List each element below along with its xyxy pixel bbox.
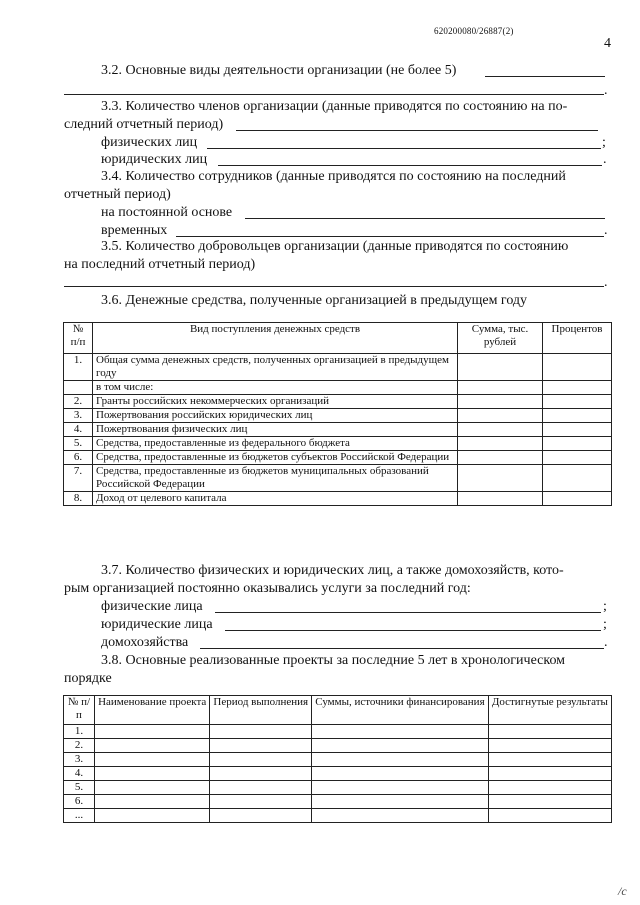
col-header-kind: Вид поступления денежных средств: [93, 323, 458, 354]
section-3-7-label: 3.7. Количество физических и юридических лиц, а также домохозяйств, кото-: [101, 563, 564, 578]
section-3-3-label: 3.3. Количество членов организации (данные приводятся по состоянию на по-: [101, 99, 568, 114]
col-header-name: Наименование проекта: [95, 696, 210, 725]
individuals-field[interactable]: [207, 136, 601, 149]
project-sums-cell[interactable]: [312, 767, 489, 781]
row-percent-cell[interactable]: [543, 451, 612, 465]
table-row: [64, 781, 612, 795]
project-sums-cell[interactable]: [312, 795, 489, 809]
table-row: [64, 437, 612, 451]
row-percent-cell[interactable]: [543, 465, 612, 492]
individuals-label: физических лиц: [101, 135, 198, 150]
legal-persons-label: юридические лица: [101, 617, 213, 632]
table-row: [64, 492, 612, 506]
project-sums-cell[interactable]: [312, 809, 489, 823]
row-percent-cell[interactable]: [543, 423, 612, 437]
row-sum-cell[interactable]: [458, 354, 543, 381]
section-3-4-label: 3.4. Количество сотрудников (данные приводятся по состоянию на последний: [101, 169, 566, 184]
project-results-cell[interactable]: [488, 795, 611, 809]
project-sums-cell[interactable]: [312, 753, 489, 767]
project-name-cell[interactable]: [95, 781, 210, 795]
row-number: 6.: [64, 451, 93, 465]
section-3-6-label: 3.6. Денежные средства, полученные организацией в предыдущем году: [101, 293, 528, 308]
project-name-cell[interactable]: [95, 753, 210, 767]
project-name-cell[interactable]: [95, 795, 210, 809]
row-sum-cell[interactable]: [458, 437, 543, 451]
row-number: 4.: [64, 423, 93, 437]
row-number: 1.: [64, 725, 95, 739]
table-row: [64, 809, 612, 823]
col-header-sums: Суммы, источники финансирования: [312, 696, 489, 725]
table-row: [64, 381, 612, 395]
row-kind: Пожертвования физических лиц: [93, 423, 458, 437]
volunteers-field[interactable]: [64, 274, 604, 287]
row-number: 3.: [64, 409, 93, 423]
activities-field[interactable]: [485, 64, 605, 77]
table-row: [64, 725, 612, 739]
project-period-cell[interactable]: [210, 781, 312, 795]
table-row: [64, 354, 612, 381]
households-label: домохозяйства: [101, 635, 189, 650]
section-3-2-label: 3.2. Основные виды деятельности организации (не более 5): [101, 63, 457, 78]
households-field[interactable]: [200, 636, 604, 649]
members-field[interactable]: [236, 118, 598, 131]
project-results-cell[interactable]: [488, 781, 611, 795]
table-row: [64, 739, 612, 753]
legal-persons-field[interactable]: [225, 618, 601, 631]
table-row: [64, 395, 612, 409]
row-sum-cell[interactable]: [458, 395, 543, 409]
funds-table: [63, 322, 612, 506]
page-number: 4: [604, 36, 611, 51]
row-number: [64, 381, 93, 395]
row-percent-cell[interactable]: [543, 381, 612, 395]
row-kind: Гранты российских некоммерческих организаций: [93, 395, 458, 409]
table-row: [64, 423, 612, 437]
permanent-staff-label: на постоянной основе: [101, 205, 233, 220]
project-sums-cell[interactable]: [312, 739, 489, 753]
table-row: [64, 795, 612, 809]
row-percent-cell[interactable]: [543, 409, 612, 423]
project-results-cell[interactable]: [488, 767, 611, 781]
project-period-cell[interactable]: [210, 795, 312, 809]
col-header-num: № п/п: [64, 323, 93, 354]
document-number: 620200080/26887(2): [434, 26, 514, 36]
col-header-results: Достигнутые результаты: [488, 696, 611, 725]
row-number: 2.: [64, 395, 93, 409]
section-3-8-label-cont: порядке: [64, 671, 112, 686]
row-percent-cell[interactable]: [543, 354, 612, 381]
row-sum-cell[interactable]: [458, 451, 543, 465]
row-number: 5.: [64, 781, 95, 795]
row-sum-cell[interactable]: [458, 381, 543, 395]
project-period-cell[interactable]: [210, 739, 312, 753]
projects-table: [63, 695, 612, 823]
row-kind: Доход от целевого капитала: [93, 492, 458, 506]
section-3-8-label: 3.8. Основные реализованные проекты за последние 5 лет в хронологическом: [101, 653, 566, 668]
row-sum-cell[interactable]: [458, 492, 543, 506]
temporary-staff-label: временных: [101, 223, 168, 238]
phys-persons-label: физические лица: [101, 599, 203, 614]
table-row: [64, 767, 612, 781]
row-kind: Средства, предоставленные из федерального бюджета: [93, 437, 458, 451]
phys-persons-field[interactable]: [215, 600, 601, 613]
temporary-staff-field[interactable]: [176, 224, 604, 237]
row-number: 4.: [64, 767, 95, 781]
project-results-cell[interactable]: [488, 739, 611, 753]
project-period-cell[interactable]: [210, 753, 312, 767]
project-period-cell[interactable]: [210, 725, 312, 739]
table-row: [64, 409, 612, 423]
section-3-4-label-cont: отчетный период): [64, 187, 171, 202]
project-results-cell[interactable]: [488, 809, 611, 823]
project-results-cell[interactable]: [488, 725, 611, 739]
project-sums-cell[interactable]: [312, 781, 489, 795]
table-row: [64, 451, 612, 465]
row-kind: Пожертвования российских юридических лиц: [93, 409, 458, 423]
row-sum-cell[interactable]: [458, 423, 543, 437]
section-3-3-label-cont: следний отчетный период): [64, 117, 224, 132]
row-kind: Общая сумма денежных средств, полученных организацией в предыдущем году: [93, 354, 458, 381]
col-header-percent: Процентов: [543, 323, 612, 354]
row-kind: в том числе:: [93, 381, 458, 395]
row-percent-cell[interactable]: [543, 492, 612, 506]
project-sums-cell[interactable]: [312, 725, 489, 739]
row-number: 6.: [64, 795, 95, 809]
row-sum-cell[interactable]: [458, 409, 543, 423]
project-name-cell[interactable]: [95, 767, 210, 781]
permanent-staff-field[interactable]: [245, 206, 605, 219]
section-3-7-label-cont: рым организацией постоянно оказывались услуги за последний год:: [64, 581, 471, 596]
legal-entities-label: юридических лиц: [101, 152, 208, 167]
col-header-sum: Сумма, тыс. рублей: [458, 323, 543, 354]
row-percent-cell[interactable]: [543, 437, 612, 451]
project-name-cell[interactable]: [95, 809, 210, 823]
legal-entities-field[interactable]: [218, 153, 602, 166]
row-number: 3.: [64, 753, 95, 767]
project-results-cell[interactable]: [488, 753, 611, 767]
project-name-cell[interactable]: [95, 739, 210, 753]
row-sum-cell[interactable]: [458, 465, 543, 492]
margin-scribble: /c: [618, 884, 627, 898]
row-number: 5.: [64, 437, 93, 451]
section-3-5-label: 3.5. Количество добровольцев организации (данные приводятся по состоянию: [101, 239, 569, 254]
row-number: 1.: [64, 354, 93, 381]
row-number: 2.: [64, 739, 95, 753]
activities-field-line2[interactable]: [64, 82, 604, 95]
col-header-period: Период выполнения: [210, 696, 312, 725]
project-period-cell[interactable]: [210, 809, 312, 823]
col-header-num: № п/п: [64, 696, 95, 725]
row-number: ...: [64, 809, 95, 823]
row-number: 7.: [64, 465, 93, 492]
section-3-5-label-cont: на последний отчетный период): [64, 257, 256, 272]
project-name-cell[interactable]: [95, 725, 210, 739]
row-percent-cell[interactable]: [543, 395, 612, 409]
row-kind: Средства, предоставленные из бюджетов субъектов Российской Федерации: [93, 451, 458, 465]
row-number: 8.: [64, 492, 93, 506]
table-row: [64, 465, 612, 492]
table-row: [64, 753, 612, 767]
row-kind: Средства, предоставленные из бюджетов муниципальных образований Российской Федерации: [93, 465, 458, 492]
project-period-cell[interactable]: [210, 767, 312, 781]
